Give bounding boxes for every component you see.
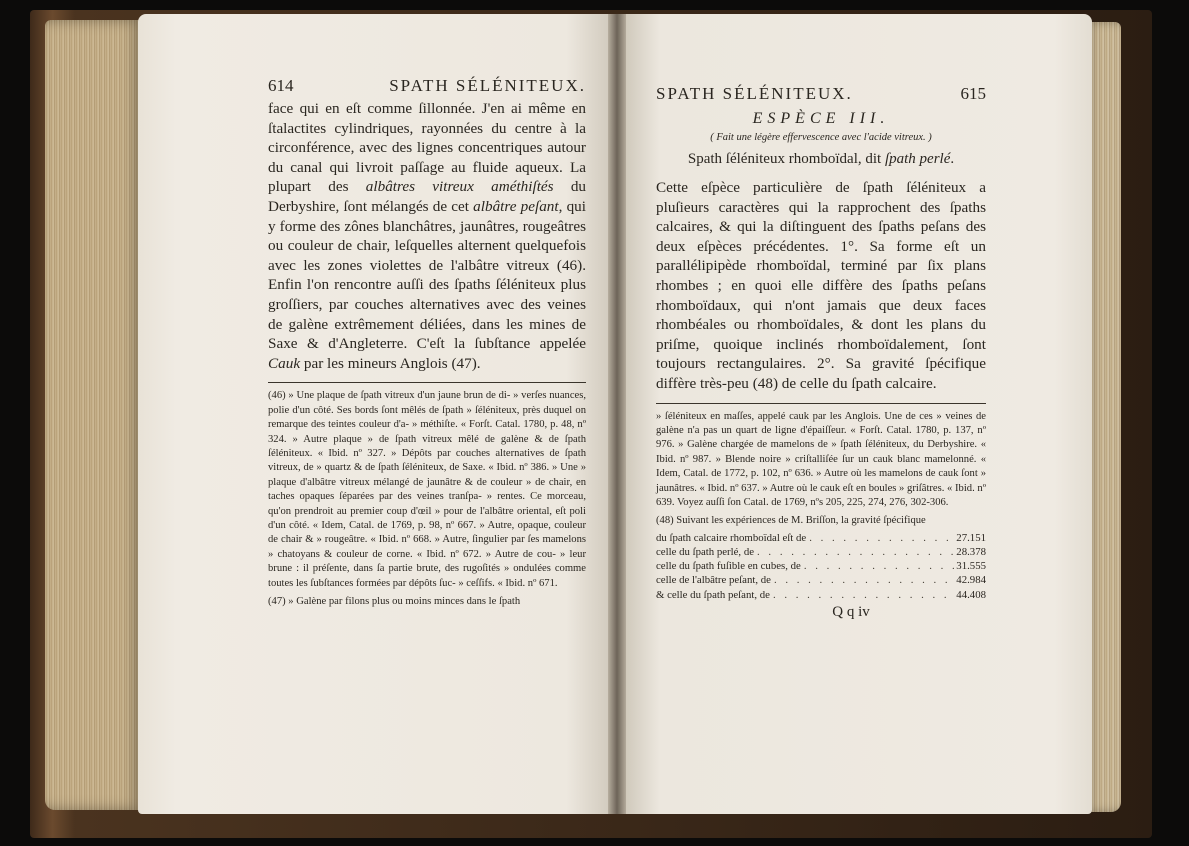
text-segment: face qui en eſt comme ſillonnée. J'en ai même en ſtalactites cylindriques, rayonnées du centre à la circonférence, avec des lignes concentriques autour du canal qui livroit paſſage au fluide aqueux. La plupart des: [268, 100, 586, 196]
gravity-label: celle du ſpath fuſible en cubes, de: [656, 560, 801, 573]
right-page-number: 615: [960, 84, 986, 103]
gravity-row: [656, 531, 986, 545]
italic-term: albâtres vitreux améthiſtés: [365, 178, 554, 196]
footnote-47-start: (47) » Galène par filons plus ou moins minces dans le ſpath: [268, 596, 521, 607]
right-running-head: SPATH SÉLÉNITEUX.: [656, 84, 853, 103]
footnote-rule: [268, 382, 586, 383]
gravity-value: 28.378: [956, 545, 986, 558]
leader-dots: [754, 545, 956, 559]
left-main-paragraph: [268, 99, 586, 373]
section-subtitle: ( Fait une légère effervescence avec l'acide vitreux. ): [710, 132, 932, 143]
leader-dots: [771, 573, 956, 587]
left-page-edges: [45, 20, 143, 810]
species-title: [656, 151, 986, 168]
leader-dots: [806, 531, 956, 545]
gravity-row: [656, 559, 986, 573]
gravity-value: 27.151: [956, 531, 986, 544]
signature-mark: Q q iv: [832, 603, 870, 620]
right-page: [622, 14, 1092, 814]
title-italic: ſpath perlé: [884, 151, 951, 167]
gravity-list: [656, 531, 986, 602]
title-text: Spath ſéléniteux rhomboïdal, dit: [687, 151, 885, 167]
gravity-label: & celle du ſpath peſant, de: [656, 588, 770, 601]
gravity-value: 42.984: [956, 574, 986, 587]
gravity-label: du ſpath calcaire rhomboïdal eſt de: [656, 531, 807, 544]
gravity-row: [656, 545, 986, 559]
right-main-paragraph: Cette eſpèce particulière de ſpath ſéléniteux a pluſieurs caractères qui la rapprochent des ſpaths calcaires, & qui la diſtinguent des ſpaths peſans des deux eſpèces précédentes. 1°. Sa forme eſt un parallélipipède rhomboïdal, terminé par ſix plans rhombes ; en quoi elle diffère des ſpaths peſans rhomboïdaux, qui n'ont jamais que deux faces rhombéales ou rhomboïdales, & dont les plans du priſme, quoique inclinés rhomboïdalement, ſont toujours rectangulaires. 2°. Sa gravité ſpécifique diffère très-peu (48) de celle du ſpath calcaire.: [656, 179, 986, 392]
footnote-rule: [656, 403, 986, 404]
gravity-label: celle de l'albâtre peſant, de: [656, 574, 771, 587]
gravity-row: [656, 573, 986, 587]
right-header: [656, 84, 986, 104]
gravity-value: 44.408: [956, 588, 986, 601]
text-segment: du Derbyshire, ſont mélangés de cet: [268, 178, 587, 215]
gravity-value: 31.555: [956, 560, 986, 573]
gravity-row: [656, 588, 986, 602]
left-page: [138, 14, 614, 814]
italic-term: Cauk: [268, 354, 301, 372]
text-segment: , qui y forme des zônes blanchâtres, jaunâtres, rougeâtres ou couleur de chair, leſquelles alternent quelquefois avec les zones violettes de l'albâtre vitreux (46). Enfin l'on rencontre auſſi des ſpaths ſéléniteux plus groſſiers, par couches alternatives avec des veines de galène extrêmement déliées, dans les mines de Saxe & d'Angleterre. C'eſt la ſubſtance appelée: [268, 197, 586, 353]
left-header: [268, 76, 586, 96]
footnote-47-continued: » ſéléniteux en maſſes, appelé cauk par les Anglois. Une de ces » veines de galène n'a pas un quart de ligne d'épaiſſeur. « Forſt. Catal. 1780, p. 137, nº 976. » Galène chargée de mamelons de » ſpath ſéléniteux, du Derbyshire. « Ibid. nº 987. » Blende noire » criſtalliſée ſur un cauk blanc mamelonné. « Idem, Catal. de 1772, p. 102, nº 636. » Autre où les mamelons de cauk ſont » jaunâtres. « Ibid. nº 637. » Autre où le cauk eſt en boules » griſâtres. « Ibid. nº 639. Voyez auſſi ſon Catal. de 1769, nºs 205, 225, 274, 276, 302-306.: [656, 410, 986, 508]
right-text-block: [656, 84, 986, 621]
gravity-label: celle du ſpath perlé, de: [656, 545, 755, 558]
text-segment: par les mineurs Anglois (47).: [300, 354, 481, 372]
leader-dots: [801, 559, 956, 573]
left-page-number: 614: [268, 76, 294, 95]
section-title: ESPÈCE III.: [752, 110, 890, 127]
footnote-46: (46) » Une plaque de ſpath vitreux d'un jaune brun de di- » verſes nuances, polie d'un côté. Ses bords ſont mêlés de ſpath » ſéléniteux, près duquel on remarque des teintes couleur d'a- » méthiſte. « Forſt. Catal. 1780, p. 48, nº 324. » Autre plaque » de ſpath vitreux mêlé de galène & de ſpath ſéléniteux. « Ibid. nº 327. » Dépôts par couches alternatives de ſpath vitreux, de » quartz & de ſpath ſéléniteux, de Saxe. « Ibid. nº 386. » Une » plaque d'albâtre vitreux mélangé de jaunâtre & de couleur » de chair, en taches opaques ſéparées par des veines tranſpa- » rentes. Ce morceau, qu'on prendroit au premier coup d'œil » pour de l'albâtre oriental, eſt poli d'un côté. « Idem, Catal. de 1769, p. 98, nº 667. » Autre, opaque, couleur de chair & » rougeâtre. « Ibid. nº 668. » Autre, ſingulier par ſes mamelons » chatoyans & couleur de corne. « Ibid. nº 672. » Autre de cou- » leur brune : il préſente, dans ſa partie brute, des rugoſités » ondulées comme toutes les ſubſtances formées par dépôts ſuc- » ceſſifs. « Ibid. nº 671.: [268, 390, 586, 589]
left-text-block: [268, 76, 586, 613]
leader-dots: [770, 588, 956, 602]
book-gutter: [608, 14, 626, 814]
footnote-48: (48) Suivant les expériences de M. Briſſon, la gravité ſpécifique: [656, 515, 926, 527]
italic-term: albâtre peſant: [473, 197, 559, 215]
left-running-head: SPATH SÉLÉNITEUX.: [389, 76, 586, 95]
title-text: .: [950, 151, 955, 167]
